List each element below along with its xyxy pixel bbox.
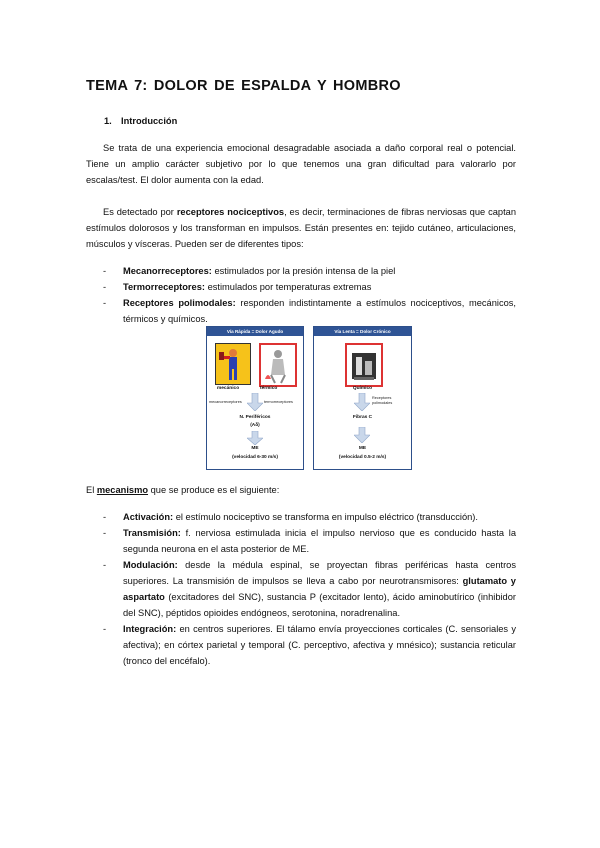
down-arrow-icon: [354, 427, 370, 443]
label-mechanical: mecánico: [217, 386, 240, 391]
section-heading: [104, 116, 177, 126]
desc: estimulados por temperaturas extremas: [204, 282, 372, 292]
list-item: [86, 279, 516, 295]
list-item-transmission: [86, 525, 516, 557]
desc: el estímulo nociceptivo se transforma en impulso eléctrico (transducción).: [173, 512, 478, 522]
desc: responden indistintamente a estímulos nociceptivos, mecánicos, térmicos y químicos.: [123, 298, 516, 324]
desc: estimulados por la presión intensa de la piel: [211, 266, 396, 276]
label-speed: (velocidad 6-30 m/s): [232, 455, 278, 460]
section-number: 1.: [104, 116, 112, 126]
label-spinal-cord: ME: [358, 446, 367, 451]
label-thermal: térmico: [260, 386, 278, 391]
label-polymodal-receptors: Receptores polimodales: [372, 396, 393, 405]
text: El: [86, 485, 97, 495]
desc: (excitadores del SNC), sustancia P (excitador lento), ácido aminobutírico (inhibidor del SNC), péptidos opioides endógneos, serotonina, noradrenalina.: [123, 592, 516, 618]
label-mechanoreceptors: mecanorreceptores: [209, 400, 242, 404]
page-title: TEMA 7: DOLOR DE ESPALDA Y HOMBRO: [86, 78, 401, 94]
receptor-list: [86, 263, 516, 327]
desc: desde la médula espinal, se proyectan fibras periféricas hasta centros superiores. La transmisión de impulsos se lleva a cabo por neurotransmisores:: [123, 560, 516, 586]
desc: en centros superiores. El tálamo envía proyecciones corticales (C. sensoriales y afectiva); en córtex parietal y temporal (C. perceptivo, afectiva y mnésico); sustancia reticular (tronco del encéfalo).: [123, 624, 516, 666]
term: Activación:: [123, 512, 174, 522]
fast-pathway-panel: [206, 326, 304, 470]
paragraph-definition: [86, 140, 516, 188]
chemical-stimulus-icon: [345, 343, 383, 387]
bold-term: glutamato y aspartato: [123, 576, 516, 602]
label-fiber-type: (Aδ): [250, 423, 260, 428]
underlined-term: mecanismo: [96, 485, 149, 495]
paragraph-receptors: [86, 204, 516, 252]
list-item: [86, 263, 516, 279]
bold-term: receptores nociceptivos: [176, 207, 285, 217]
panel-header: Vía Rápida = Dolor Agudo: [207, 327, 303, 336]
label-peripheral-nerves: N. Periféricos: [239, 415, 271, 420]
text: , es decir, terminaciones de fibras nerviosas que captan estímulos dolorosos y los transforman en impulsos. Están presentes en: tejido cutáneo, articulaciones, músculos y vísceras. Pueden ser de diferentes tipos:: [86, 207, 516, 249]
slow-pathway-panel: [313, 326, 412, 470]
label-c-fibers: Fibras C: [352, 415, 373, 420]
label-chemical: Químico: [352, 386, 373, 391]
list-item-integration: [86, 621, 516, 669]
list-item-activation: [86, 509, 516, 525]
text: Es detectado por: [103, 207, 177, 217]
mechanical-stimulus-icon: [215, 343, 251, 385]
text: que se produce es el siguiente:: [148, 485, 280, 495]
thermal-stimulus-icon: [259, 343, 297, 387]
label-speed: (velocidad 0.5-2 m/s): [338, 455, 387, 460]
down-arrow-icon: [247, 431, 263, 445]
term: Termorreceptores:: [123, 282, 205, 292]
term: Receptores polimodales:: [123, 298, 236, 308]
mechanism-steps: [86, 509, 516, 669]
label-thermoreceptors: termorreceptores: [264, 400, 293, 404]
pain-pathway-figure: [206, 322, 413, 470]
mechanism-intro: [86, 482, 516, 498]
term: Mecanorreceptores:: [123, 266, 212, 276]
list-item-modulation: [86, 557, 516, 621]
down-arrow-icon: [354, 393, 370, 411]
section-title: Introducción: [121, 116, 178, 126]
desc: f. nerviosa estimulada inicia el impulso nervioso que es conducido hasta la segunda neurona en el asta posterior de ME.: [123, 528, 516, 554]
label-spinal-cord: ME: [251, 446, 259, 451]
term: Modulación:: [123, 560, 178, 570]
down-arrow-icon: [247, 393, 263, 411]
term: Transmisión:: [123, 528, 181, 538]
paragraph-text: Se trata de una experiencia emocional desagradable asociada a daño corporal real o potencial. Tiene un amplio carácter subjetivo por lo que tenemos una gran dificultad para valorarlo por escalas/test. El dolor aumenta con la edad.: [86, 143, 516, 185]
panel-header: Vía Lenta = Dolor Crónico: [314, 327, 411, 336]
term: Integración:: [123, 624, 177, 634]
